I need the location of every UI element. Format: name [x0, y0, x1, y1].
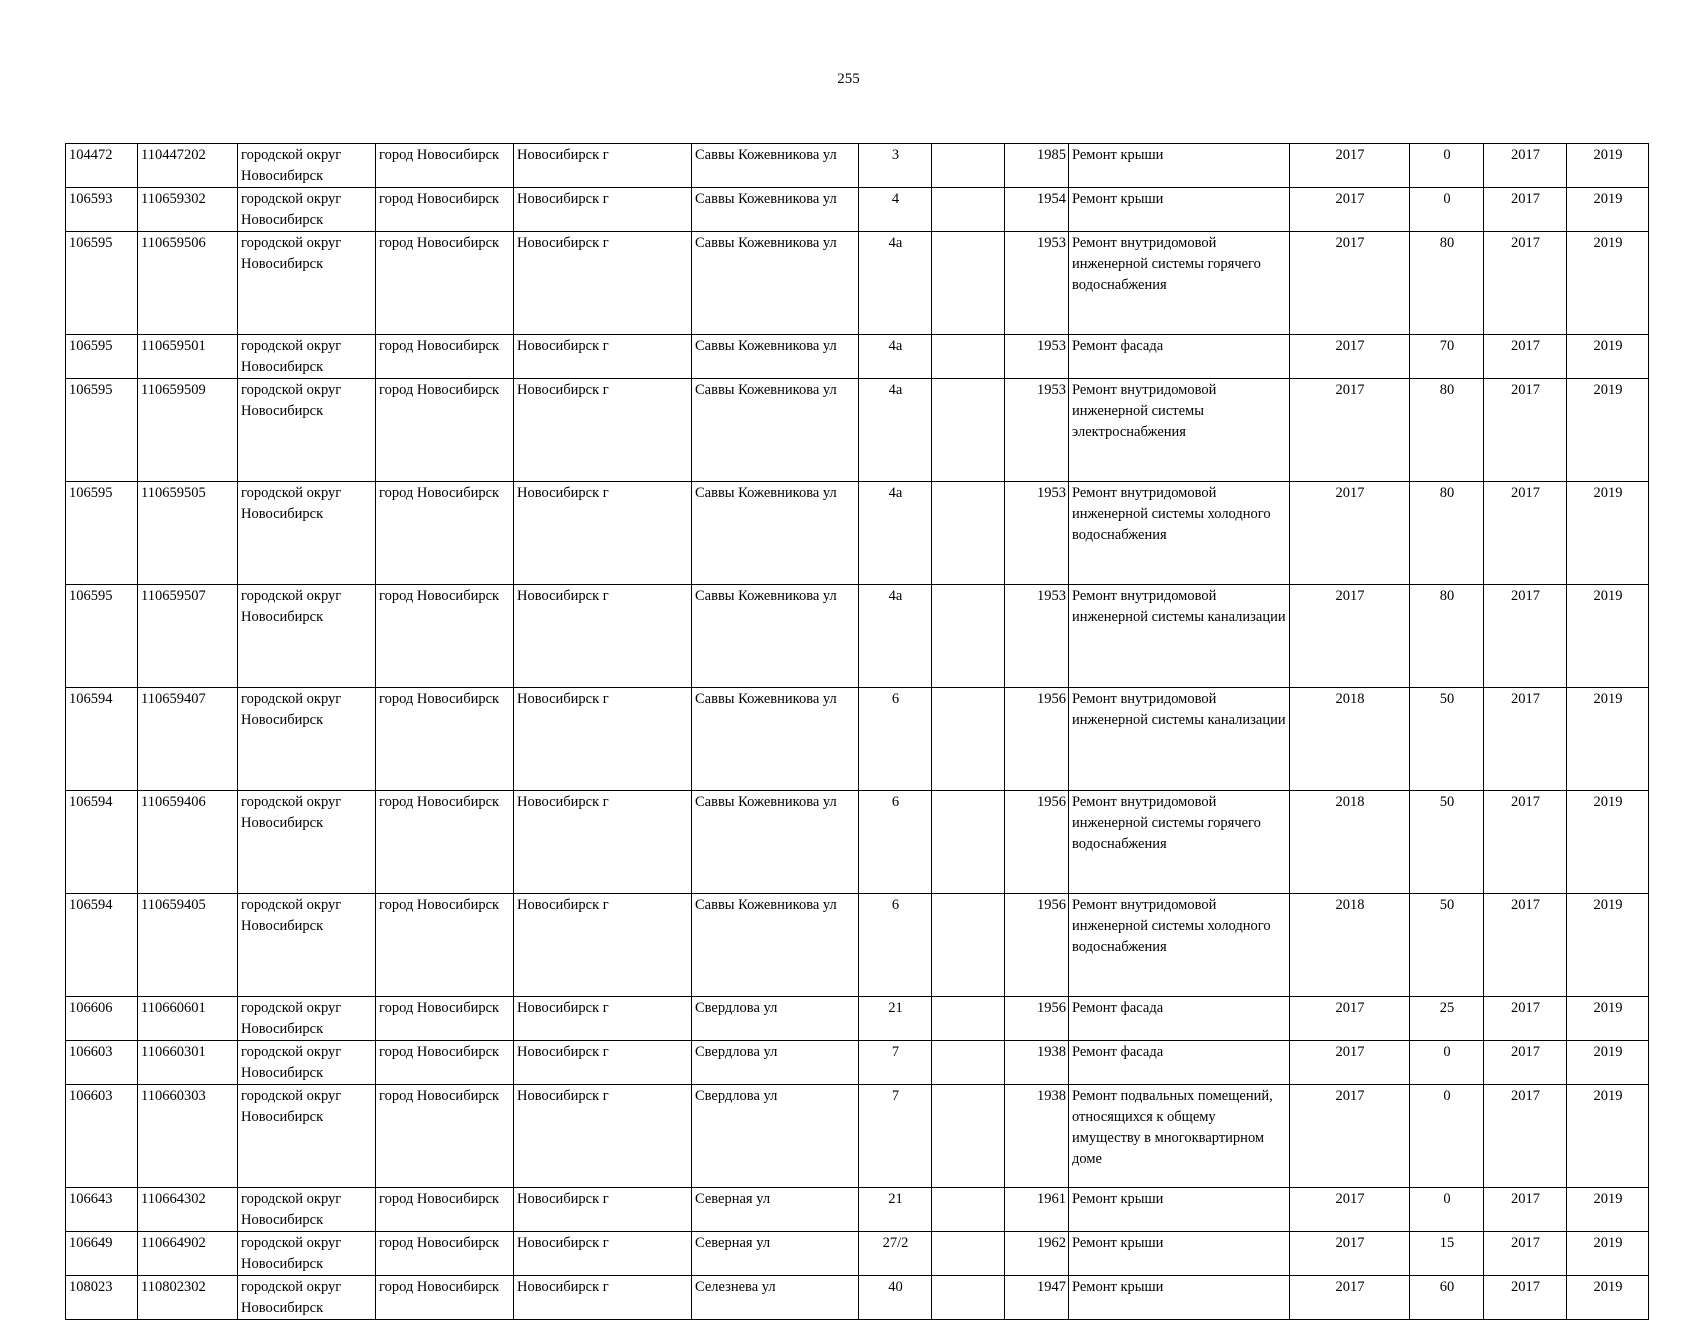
cell-build-year: 1938 [1005, 1041, 1069, 1085]
cell-period-start: 2017 [1484, 335, 1567, 379]
cell-locality: Новосибирск г [514, 688, 692, 791]
cell-work-type: Ремонт внутридомовой инженерной системы канализации [1069, 688, 1290, 791]
cell-house-number: 6 [859, 894, 932, 997]
cell-locality: Новосибирск г [514, 144, 692, 188]
registry-body [66, 144, 1649, 1320]
cell-object-id: 106594 [66, 688, 138, 791]
cell-period-start: 2017 [1484, 997, 1567, 1041]
table-row [66, 335, 1649, 379]
cell-object-id: 106595 [66, 379, 138, 482]
table-row [66, 232, 1649, 335]
cell-wear-percent: 0 [1410, 1085, 1484, 1188]
cell-build-year: 1956 [1005, 688, 1069, 791]
cell-work-type: Ремонт внутридомовой инженерной системы горячего водоснабжения [1069, 232, 1290, 335]
cell-street: Свердлова ул [692, 1085, 859, 1188]
cell-plan-year: 2017 [1290, 188, 1410, 232]
cell-house-number: 4 [859, 188, 932, 232]
cell-work-type: Ремонт внутридомовой инженерной системы холодного водоснабжения [1069, 894, 1290, 997]
cell-street: Свердлова ул [692, 1041, 859, 1085]
cell-wear-percent: 80 [1410, 232, 1484, 335]
cell-period-start: 2017 [1484, 379, 1567, 482]
cell-work-type: Ремонт фасада [1069, 1041, 1290, 1085]
cell-period-end: 2019 [1567, 688, 1649, 791]
table-row [66, 585, 1649, 688]
cell-work-id: 110664902 [138, 1232, 238, 1276]
cell-plan-year: 2017 [1290, 1041, 1410, 1085]
cell-work-type: Ремонт подвальных помещений, относящихся к общему имуществу в многоквартирном доме [1069, 1085, 1290, 1188]
cell-period-start: 2017 [1484, 482, 1567, 585]
cell-settlement: город Новосибирск [376, 791, 514, 894]
cell-house-number: 4а [859, 379, 932, 482]
cell-object-id: 106649 [66, 1232, 138, 1276]
cell-house-number: 3 [859, 144, 932, 188]
cell-settlement: город Новосибирск [376, 144, 514, 188]
cell-period-end: 2019 [1567, 188, 1649, 232]
cell-work-type: Ремонт крыши [1069, 188, 1290, 232]
cell-wear-percent: 0 [1410, 144, 1484, 188]
cell-wear-percent: 50 [1410, 791, 1484, 894]
cell-building-block [932, 335, 1005, 379]
cell-period-end: 2019 [1567, 144, 1649, 188]
cell-settlement: город Новосибирск [376, 688, 514, 791]
cell-locality: Новосибирск г [514, 379, 692, 482]
cell-settlement: город Новосибирск [376, 379, 514, 482]
cell-work-id: 110447202 [138, 144, 238, 188]
cell-street: Саввы Кожевникова ул [692, 688, 859, 791]
cell-build-year: 1947 [1005, 1276, 1069, 1320]
cell-work-type: Ремонт фасада [1069, 335, 1290, 379]
cell-period-start: 2017 [1484, 188, 1567, 232]
cell-period-start: 2017 [1484, 1276, 1567, 1320]
cell-street: Саввы Кожевникова ул [692, 585, 859, 688]
cell-work-id: 110660303 [138, 1085, 238, 1188]
cell-street: Северная ул [692, 1232, 859, 1276]
page-number: 255 [837, 71, 860, 87]
table-row [66, 1041, 1649, 1085]
cell-period-start: 2017 [1484, 894, 1567, 997]
cell-work-id: 110659509 [138, 379, 238, 482]
cell-plan-year: 2018 [1290, 688, 1410, 791]
cell-municipality: городской округ Новосибирск [238, 688, 376, 791]
cell-plan-year: 2017 [1290, 379, 1410, 482]
cell-period-end: 2019 [1567, 1041, 1649, 1085]
cell-build-year: 1953 [1005, 232, 1069, 335]
table-row [66, 379, 1649, 482]
cell-building-block [932, 232, 1005, 335]
cell-period-start: 2017 [1484, 1188, 1567, 1232]
cell-settlement: город Новосибирск [376, 1041, 514, 1085]
cell-object-id: 106593 [66, 188, 138, 232]
cell-period-start: 2017 [1484, 1041, 1567, 1085]
cell-work-id: 110659405 [138, 894, 238, 997]
cell-work-id: 110659501 [138, 335, 238, 379]
cell-plan-year: 2017 [1290, 1085, 1410, 1188]
cell-object-id: 106595 [66, 335, 138, 379]
cell-locality: Новосибирск г [514, 1276, 692, 1320]
cell-house-number: 21 [859, 1188, 932, 1232]
cell-settlement: город Новосибирск [376, 482, 514, 585]
cell-period-end: 2019 [1567, 791, 1649, 894]
cell-street: Свердлова ул [692, 997, 859, 1041]
cell-settlement: город Новосибирск [376, 585, 514, 688]
cell-house-number: 4а [859, 585, 932, 688]
cell-plan-year: 2017 [1290, 335, 1410, 379]
cell-settlement: город Новосибирск [376, 1188, 514, 1232]
cell-plan-year: 2018 [1290, 894, 1410, 997]
cell-house-number: 21 [859, 997, 932, 1041]
cell-period-end: 2019 [1567, 335, 1649, 379]
cell-locality: Новосибирск г [514, 232, 692, 335]
cell-build-year: 1953 [1005, 379, 1069, 482]
cell-work-type: Ремонт внутридомовой инженерной системы электроснабжения [1069, 379, 1290, 482]
cell-work-id: 110802302 [138, 1276, 238, 1320]
cell-locality: Новосибирск г [514, 188, 692, 232]
cell-work-id: 110664302 [138, 1188, 238, 1232]
cell-municipality: городской округ Новосибирск [238, 379, 376, 482]
cell-settlement: город Новосибирск [376, 894, 514, 997]
cell-work-type: Ремонт крыши [1069, 1232, 1290, 1276]
cell-work-id: 110659505 [138, 482, 238, 585]
cell-street: Саввы Кожевникова ул [692, 791, 859, 894]
cell-object-id: 106594 [66, 894, 138, 997]
cell-plan-year: 2017 [1290, 144, 1410, 188]
cell-period-start: 2017 [1484, 791, 1567, 894]
table-row [66, 144, 1649, 188]
cell-work-type: Ремонт крыши [1069, 1188, 1290, 1232]
cell-build-year: 1962 [1005, 1232, 1069, 1276]
cell-street: Северная ул [692, 1188, 859, 1232]
cell-settlement: город Новосибирск [376, 1276, 514, 1320]
cell-build-year: 1954 [1005, 188, 1069, 232]
cell-period-start: 2017 [1484, 232, 1567, 335]
cell-work-type: Ремонт фасада [1069, 997, 1290, 1041]
cell-wear-percent: 0 [1410, 1188, 1484, 1232]
cell-municipality: городской округ Новосибирск [238, 482, 376, 585]
cell-settlement: город Новосибирск [376, 1232, 514, 1276]
cell-building-block [932, 1085, 1005, 1188]
cell-settlement: город Новосибирск [376, 1085, 514, 1188]
cell-work-id: 110659406 [138, 791, 238, 894]
cell-period-start: 2017 [1484, 144, 1567, 188]
table-row [66, 791, 1649, 894]
cell-work-type: Ремонт внутридомовой инженерной системы холодного водоснабжения [1069, 482, 1290, 585]
table-row [66, 1276, 1649, 1320]
cell-locality: Новосибирск г [514, 1188, 692, 1232]
cell-municipality: городской округ Новосибирск [238, 335, 376, 379]
cell-build-year: 1953 [1005, 585, 1069, 688]
table-row [66, 997, 1649, 1041]
cell-house-number: 6 [859, 688, 932, 791]
cell-work-id: 110659302 [138, 188, 238, 232]
cell-period-start: 2017 [1484, 585, 1567, 688]
cell-building-block [932, 1188, 1005, 1232]
cell-period-end: 2019 [1567, 585, 1649, 688]
cell-work-type: Ремонт внутридомовой инженерной системы горячего водоснабжения [1069, 791, 1290, 894]
cell-wear-percent: 50 [1410, 894, 1484, 997]
table-row [66, 1232, 1649, 1276]
table-row [66, 1188, 1649, 1232]
cell-plan-year: 2017 [1290, 482, 1410, 585]
cell-plan-year: 2018 [1290, 791, 1410, 894]
cell-build-year: 1961 [1005, 1188, 1069, 1232]
cell-wear-percent: 60 [1410, 1276, 1484, 1320]
cell-street: Саввы Кожевникова ул [692, 188, 859, 232]
cell-settlement: город Новосибирск [376, 232, 514, 335]
cell-house-number: 40 [859, 1276, 932, 1320]
cell-wear-percent: 80 [1410, 585, 1484, 688]
cell-building-block [932, 1041, 1005, 1085]
cell-municipality: городской округ Новосибирск [238, 1041, 376, 1085]
cell-period-start: 2017 [1484, 1232, 1567, 1276]
cell-street: Саввы Кожевникова ул [692, 335, 859, 379]
cell-build-year: 1953 [1005, 335, 1069, 379]
cell-locality: Новосибирск г [514, 997, 692, 1041]
cell-plan-year: 2017 [1290, 1276, 1410, 1320]
table-row [66, 188, 1649, 232]
cell-work-id: 110659506 [138, 232, 238, 335]
cell-locality: Новосибирск г [514, 894, 692, 997]
cell-building-block [932, 585, 1005, 688]
cell-locality: Новосибирск г [514, 1085, 692, 1188]
table-row [66, 482, 1649, 585]
cell-house-number: 4а [859, 482, 932, 585]
cell-street: Саввы Кожевникова ул [692, 144, 859, 188]
cell-building-block [932, 144, 1005, 188]
cell-house-number: 27/2 [859, 1232, 932, 1276]
cell-street: Саввы Кожевникова ул [692, 232, 859, 335]
cell-plan-year: 2017 [1290, 232, 1410, 335]
table-row [66, 688, 1649, 791]
cell-house-number: 4а [859, 232, 932, 335]
cell-wear-percent: 80 [1410, 379, 1484, 482]
cell-work-type: Ремонт крыши [1069, 144, 1290, 188]
cell-municipality: городской округ Новосибирск [238, 997, 376, 1041]
cell-municipality: городской округ Новосибирск [238, 144, 376, 188]
cell-municipality: городской округ Новосибирск [238, 188, 376, 232]
cell-street: Селезнева ул [692, 1276, 859, 1320]
cell-street: Саввы Кожевникова ул [692, 482, 859, 585]
cell-build-year: 1956 [1005, 997, 1069, 1041]
cell-object-id: 106595 [66, 585, 138, 688]
cell-building-block [932, 379, 1005, 482]
registry-table [65, 143, 1649, 1320]
cell-street: Саввы Кожевникова ул [692, 379, 859, 482]
cell-building-block [932, 997, 1005, 1041]
cell-settlement: город Новосибирск [376, 997, 514, 1041]
cell-wear-percent: 70 [1410, 335, 1484, 379]
cell-work-id: 110660301 [138, 1041, 238, 1085]
cell-municipality: городской округ Новосибирск [238, 1188, 376, 1232]
cell-object-id: 106603 [66, 1085, 138, 1188]
cell-work-id: 110659507 [138, 585, 238, 688]
cell-object-id: 106595 [66, 232, 138, 335]
cell-period-start: 2017 [1484, 688, 1567, 791]
cell-house-number: 6 [859, 791, 932, 894]
cell-work-id: 110660601 [138, 997, 238, 1041]
cell-building-block [932, 188, 1005, 232]
cell-plan-year: 2017 [1290, 1188, 1410, 1232]
cell-object-id: 106643 [66, 1188, 138, 1232]
cell-period-end: 2019 [1567, 997, 1649, 1041]
table-row [66, 1085, 1649, 1188]
cell-build-year: 1956 [1005, 791, 1069, 894]
cell-wear-percent: 25 [1410, 997, 1484, 1041]
cell-building-block [932, 482, 1005, 585]
cell-build-year: 1953 [1005, 482, 1069, 585]
cell-period-end: 2019 [1567, 379, 1649, 482]
cell-wear-percent: 50 [1410, 688, 1484, 791]
cell-locality: Новосибирск г [514, 482, 692, 585]
cell-house-number: 7 [859, 1085, 932, 1188]
cell-municipality: городской округ Новосибирск [238, 585, 376, 688]
cell-plan-year: 2017 [1290, 585, 1410, 688]
cell-building-block [932, 1276, 1005, 1320]
cell-house-number: 7 [859, 1041, 932, 1085]
cell-period-end: 2019 [1567, 1188, 1649, 1232]
cell-plan-year: 2017 [1290, 1232, 1410, 1276]
cell-settlement: город Новосибирск [376, 335, 514, 379]
cell-period-end: 2019 [1567, 1276, 1649, 1320]
cell-municipality: городской округ Новосибирск [238, 1232, 376, 1276]
cell-work-type: Ремонт внутридомовой инженерной системы канализации [1069, 585, 1290, 688]
cell-object-id: 108023 [66, 1276, 138, 1320]
cell-object-id: 106595 [66, 482, 138, 585]
cell-build-year: 1956 [1005, 894, 1069, 997]
cell-object-id: 104472 [66, 144, 138, 188]
cell-building-block [932, 894, 1005, 997]
cell-object-id: 106606 [66, 997, 138, 1041]
cell-object-id: 106594 [66, 791, 138, 894]
cell-locality: Новосибирск г [514, 585, 692, 688]
table-row [66, 894, 1649, 997]
cell-period-end: 2019 [1567, 1232, 1649, 1276]
cell-municipality: городской округ Новосибирск [238, 1085, 376, 1188]
cell-plan-year: 2017 [1290, 997, 1410, 1041]
cell-building-block [932, 791, 1005, 894]
cell-municipality: городской округ Новосибирск [238, 791, 376, 894]
cell-locality: Новосибирск г [514, 1232, 692, 1276]
cell-locality: Новосибирск г [514, 1041, 692, 1085]
cell-house-number: 4а [859, 335, 932, 379]
cell-municipality: городской округ Новосибирск [238, 894, 376, 997]
cell-build-year: 1985 [1005, 144, 1069, 188]
cell-period-end: 2019 [1567, 1085, 1649, 1188]
cell-locality: Новосибирск г [514, 791, 692, 894]
cell-period-end: 2019 [1567, 894, 1649, 997]
cell-locality: Новосибирск г [514, 335, 692, 379]
cell-wear-percent: 0 [1410, 1041, 1484, 1085]
cell-build-year: 1938 [1005, 1085, 1069, 1188]
cell-wear-percent: 0 [1410, 188, 1484, 232]
cell-municipality: городской округ Новосибирск [238, 1276, 376, 1320]
cell-settlement: город Новосибирск [376, 188, 514, 232]
cell-work-type: Ремонт крыши [1069, 1276, 1290, 1320]
cell-period-start: 2017 [1484, 1085, 1567, 1188]
cell-period-end: 2019 [1567, 232, 1649, 335]
cell-work-id: 110659407 [138, 688, 238, 791]
cell-municipality: городской округ Новосибирск [238, 232, 376, 335]
cell-wear-percent: 80 [1410, 482, 1484, 585]
cell-wear-percent: 15 [1410, 1232, 1484, 1276]
cell-period-end: 2019 [1567, 482, 1649, 585]
cell-street: Саввы Кожевникова ул [692, 894, 859, 997]
cell-object-id: 106603 [66, 1041, 138, 1085]
cell-building-block [932, 1232, 1005, 1276]
cell-building-block [932, 688, 1005, 791]
